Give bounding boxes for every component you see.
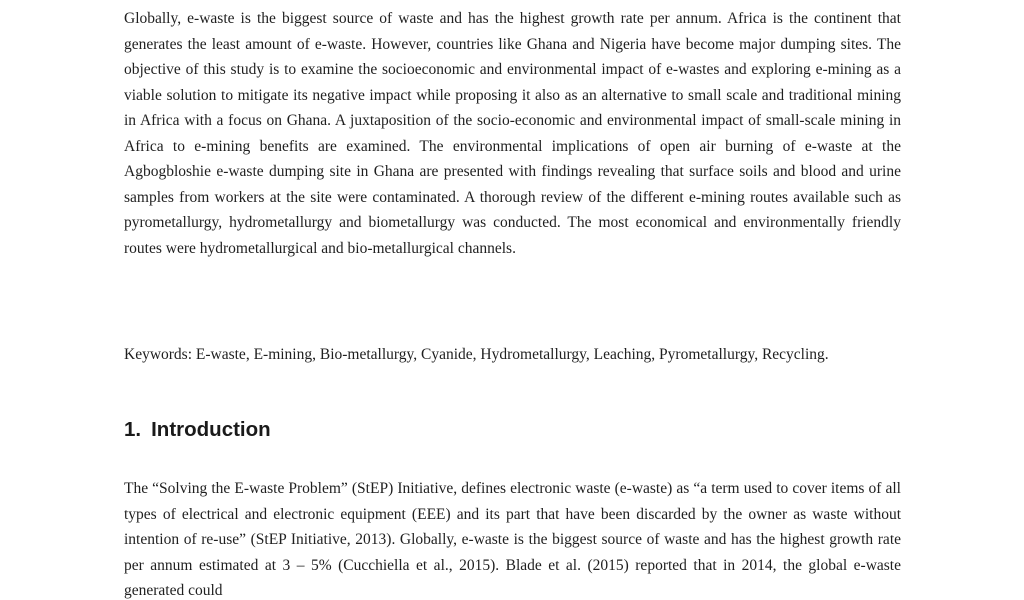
- section-heading: [124, 418, 271, 442]
- section-title: Introduction: [151, 418, 271, 441]
- keywords-paragraph: Keywords: E-waste, E-mining, Bio-metallurgy, Cyanide, Hydrometallurgy, Leaching, Pyrometallurgy, Recycling.: [124, 346, 829, 363]
- introduction-paragraph: The “Solving the E-waste Problem” (StEP) Initiative, defines electronic waste (e-waste) as “a term used to cover items of all types of electrical and electronic equipment (EEE) and its part that have been discarded by the owner as waste without intention of re-use” (StEP Initiative, 2013). Globally, e-waste is the biggest source of waste and has the highest growth rate per annum estimated at 3 – 5% (Cucchiella et al., 2015). Blade et al. (2015) reported that in 2014, the global e-waste generated could: [124, 480, 901, 599]
- abstract-paragraph: Globally, e-waste is the biggest source of waste and has the highest growth rate per annum. Africa is the continent that generates the least amount of e-waste. However, countries like Ghana and Nigeria have become major dumping sites. The objective of this study is to examine the socioeconomic and environmental impact of e-wastes and exploring e-mining as a viable solution to mitigate its negative impact while proposing it also as an alternative to small scale and traditional mining in Africa with a focus on Ghana. A juxtaposition of the socio-economic and environmental impact of small-scale mining in Africa to e-mining benefits are examined. The environmental implications of open air burning of e-waste at the Agbogbloshie e-waste dumping site in Ghana are presented with findings revealing that surface soils and blood and urine samples from workers at the site were contaminated. A thorough review of the different e-mining routes available such as pyrometallurgy, hydrometallurgy and biometallurgy was conducted. The most economical and environmentally friendly routes were hydrometallurgical and bio-metallurgical channels.: [124, 10, 901, 257]
- section-number: 1.: [124, 418, 142, 441]
